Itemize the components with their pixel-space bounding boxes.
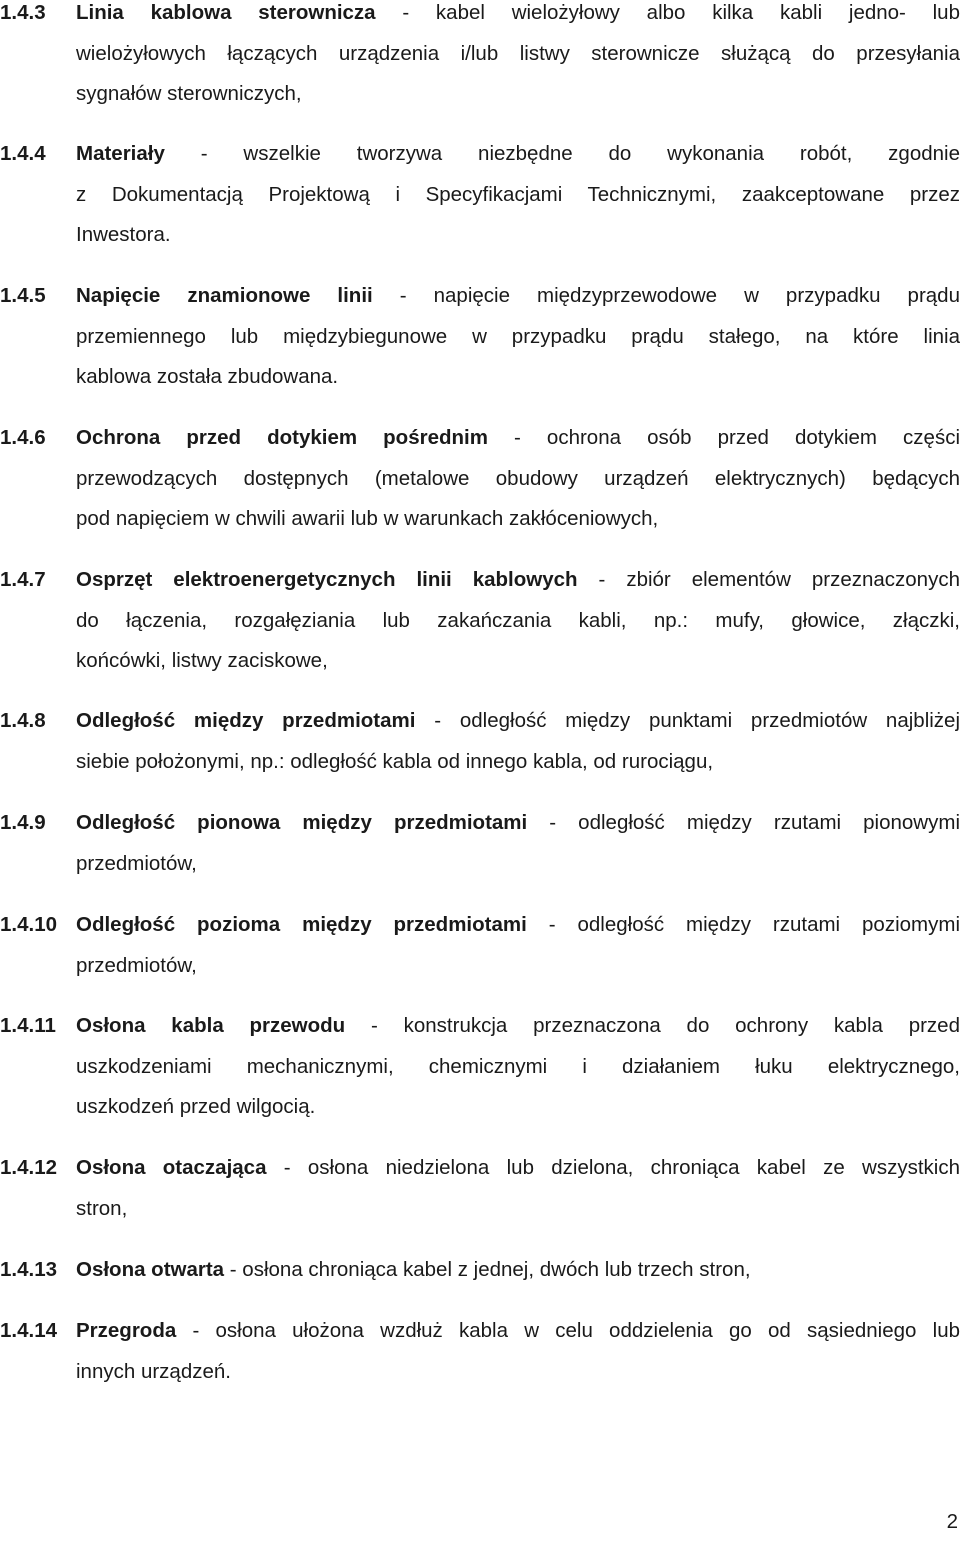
- definition-number: 1.4.10: [0, 913, 57, 936]
- definition-line: pod napięciem w chwili awarii lub w warunkach zakłóceniowych,: [76, 507, 659, 530]
- definition-text: - ochrona osób przed dotykiem części: [487, 426, 960, 449]
- definition-number: 1.4.13: [0, 1258, 57, 1281]
- definition-line: [76, 1250, 960, 1291]
- definition-text: - kabel wielożyłowy albo kilka kabli jedno- lub: [375, 1, 960, 24]
- page-number: 2: [946, 1510, 958, 1533]
- definition-term: Osłona kabla przewodu: [76, 1014, 346, 1037]
- definition-text: - konstrukcja przeznaczona do ochrony kabla przed: [345, 1014, 960, 1037]
- definition-line: kablowa została zbudowana.: [76, 365, 339, 388]
- definition-number: 1.4.12: [0, 1156, 57, 1179]
- definition-body: [76, 418, 960, 540]
- definition-number: 1.4.8: [0, 709, 46, 732]
- definition-body: [76, 1006, 960, 1128]
- definition-text: - osłona niedzielona lub dzielona, chroniąca kabel ze wszystkich: [266, 1156, 960, 1179]
- definition-body: [76, 803, 960, 884]
- definition-body: [76, 701, 960, 782]
- definition-number: 1.4.6: [0, 426, 46, 449]
- definition-body: [76, 905, 960, 986]
- definition-text: - wszelkie tworzywa niezbędne do wykonania robót, zgodnie: [164, 142, 960, 165]
- definition-term: Linia kablowa sterownicza: [76, 1, 376, 24]
- definition-term: Przegroda: [76, 1319, 177, 1342]
- definition-line: przedmiotów,: [76, 953, 197, 977]
- definition-term: Napięcie znamionowe linii: [76, 284, 373, 307]
- definition-text: - osłona chroniąca kabel z jednej, dwóch lub trzech stron,: [224, 1258, 751, 1281]
- definition-term: Ochrona przed dotykiem pośrednim: [76, 426, 488, 449]
- definition-line: uszkodzeniami mechanicznymi, chemicznymi i działaniem łuku elektrycznego,: [76, 1054, 960, 1078]
- definition-line: sygnałów sterowniczych,: [76, 82, 302, 105]
- definition-body: [76, 560, 960, 682]
- definition-term: Odległość pozioma między przedmiotami: [76, 913, 527, 936]
- definition-line: [76, 418, 960, 459]
- definition-number: 1.4.7: [0, 568, 46, 591]
- definition-line: siebie położonymi, np.: odległość kabla od innego kabla, od rurociągu,: [76, 749, 714, 773]
- definition-text: - osłona ułożona wzdłuż kabla w celu oddzielenia go od sąsiedniego lub: [176, 1319, 960, 1342]
- definition-text: - zbiór elementów przeznaczonych: [577, 568, 960, 591]
- definition-line: wielożyłowych łączących urządzenia i/lub listwy sterownicze służącą do przesyłania: [76, 41, 960, 65]
- definition-line: uszkodzeń przed wilgocią.: [76, 1095, 316, 1118]
- definition-body: [76, 1250, 960, 1291]
- definition-body: [76, 276, 960, 398]
- definition-number: 1.4.4: [0, 142, 46, 165]
- definition-text: - napięcie międzyprzewodowe w przypadku prądu: [372, 284, 960, 307]
- definition-text: - odległość między rzutami pionowymi: [527, 811, 960, 834]
- definition-line: [76, 1148, 960, 1189]
- definition-text: - odległość między rzutami poziomymi: [526, 913, 960, 936]
- definition-line: [76, 1311, 960, 1352]
- definition-text: - odległość między punktami przedmiotów najbliżej: [415, 709, 960, 732]
- definition-term: Osłona otwarta: [76, 1258, 225, 1281]
- definition-line: [76, 560, 960, 601]
- definition-line: [76, 134, 960, 175]
- definition-number: 1.4.11: [0, 1014, 56, 1037]
- definition-term: Osprzęt elektroenergetycznych linii kablowych: [76, 568, 578, 591]
- definition-line: przemiennego lub międzybiegunowe w przypadku prądu stałego, na które linia: [76, 324, 960, 348]
- definition-line: [76, 701, 960, 742]
- definition-body: [76, 0, 960, 115]
- definition-line: stron,: [76, 1196, 128, 1220]
- definition-term: Materiały: [76, 142, 165, 165]
- definition-line: Inwestora.: [76, 223, 171, 246]
- definition-number: 1.4.14: [0, 1319, 57, 1342]
- definition-line: innych urządzeń.: [76, 1359, 231, 1383]
- definition-number: 1.4.9: [0, 811, 46, 834]
- definition-line: z Dokumentacją Projektową i Specyfikacjami Technicznymi, zaakceptowane przez: [76, 182, 960, 206]
- definition-line: [76, 905, 960, 946]
- definition-body: [76, 1311, 960, 1392]
- definition-term: Odległość między przedmiotami: [76, 709, 416, 732]
- definition-line: [76, 803, 960, 844]
- definition-line: przedmiotów,: [76, 851, 197, 875]
- definition-term: Osłona otaczająca: [76, 1156, 267, 1179]
- definition-line: [76, 276, 960, 317]
- definition-line: końcówki, listwy zaciskowe,: [76, 649, 328, 672]
- definition-body: [76, 1148, 960, 1229]
- definition-body: [76, 134, 960, 256]
- definition-number: 1.4.3: [0, 1, 46, 24]
- definition-line: przewodzących dostępnych (metalowe obudowy urządzeń elektrycznych) będących: [76, 466, 960, 490]
- definition-number: 1.4.5: [0, 284, 46, 307]
- definition-line: do łączenia, rozgałęziania lub zakańczania kabli, np.: mufy, głowice, złączki,: [76, 608, 960, 632]
- definition-term: Odległość pionowa między przedmiotami: [76, 811, 528, 834]
- definition-line: [76, 1006, 960, 1047]
- definition-line: [76, 0, 960, 34]
